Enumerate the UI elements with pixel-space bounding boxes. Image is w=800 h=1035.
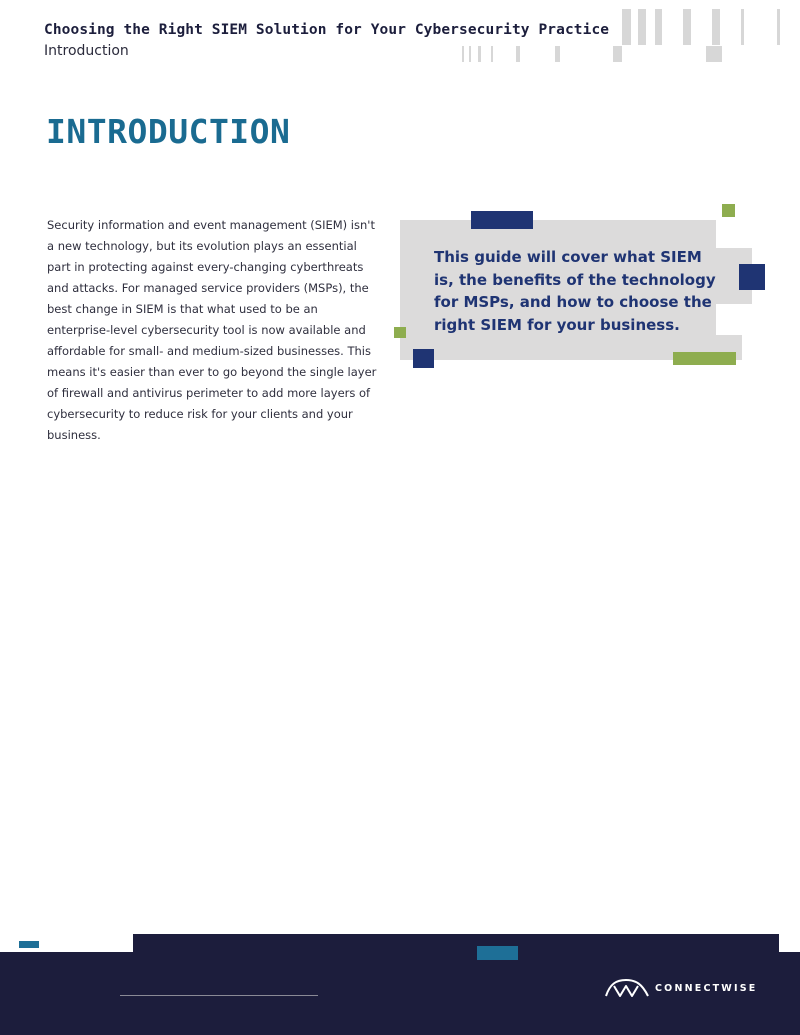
callout-text: This guide will cover what SIEM is, the benefits of the technology for MSPs, and how to choose the right SIEM for your business. [434,248,716,334]
document-title: Choosing the Right SIEM Solution for Your Cybersecurity Practice [44,22,610,38]
page-heading: INTRODUCTION [46,112,291,151]
connectwise-wordmark: CONNECTWISE [655,983,758,994]
section-label: Introduction [44,43,129,59]
connectwise-logo-icon [604,976,650,1000]
intro-paragraph: Security information and event management (SIEM) isn't a new technology, but its evolution plays an essential part in protecting against every-changing cyberthreats and attacks. For managed service providers (MSPs), the best change in SIEM is that what used to be an enterprise-level cybersecurity tool is now available and affordable for small- and medium-sized businesses. This means it's easier than ever to go beyond the single layer of firewall and antivirus perimeter to add more layers of cybersecurity to reduce risk for your clients and your business. [47,218,377,442]
